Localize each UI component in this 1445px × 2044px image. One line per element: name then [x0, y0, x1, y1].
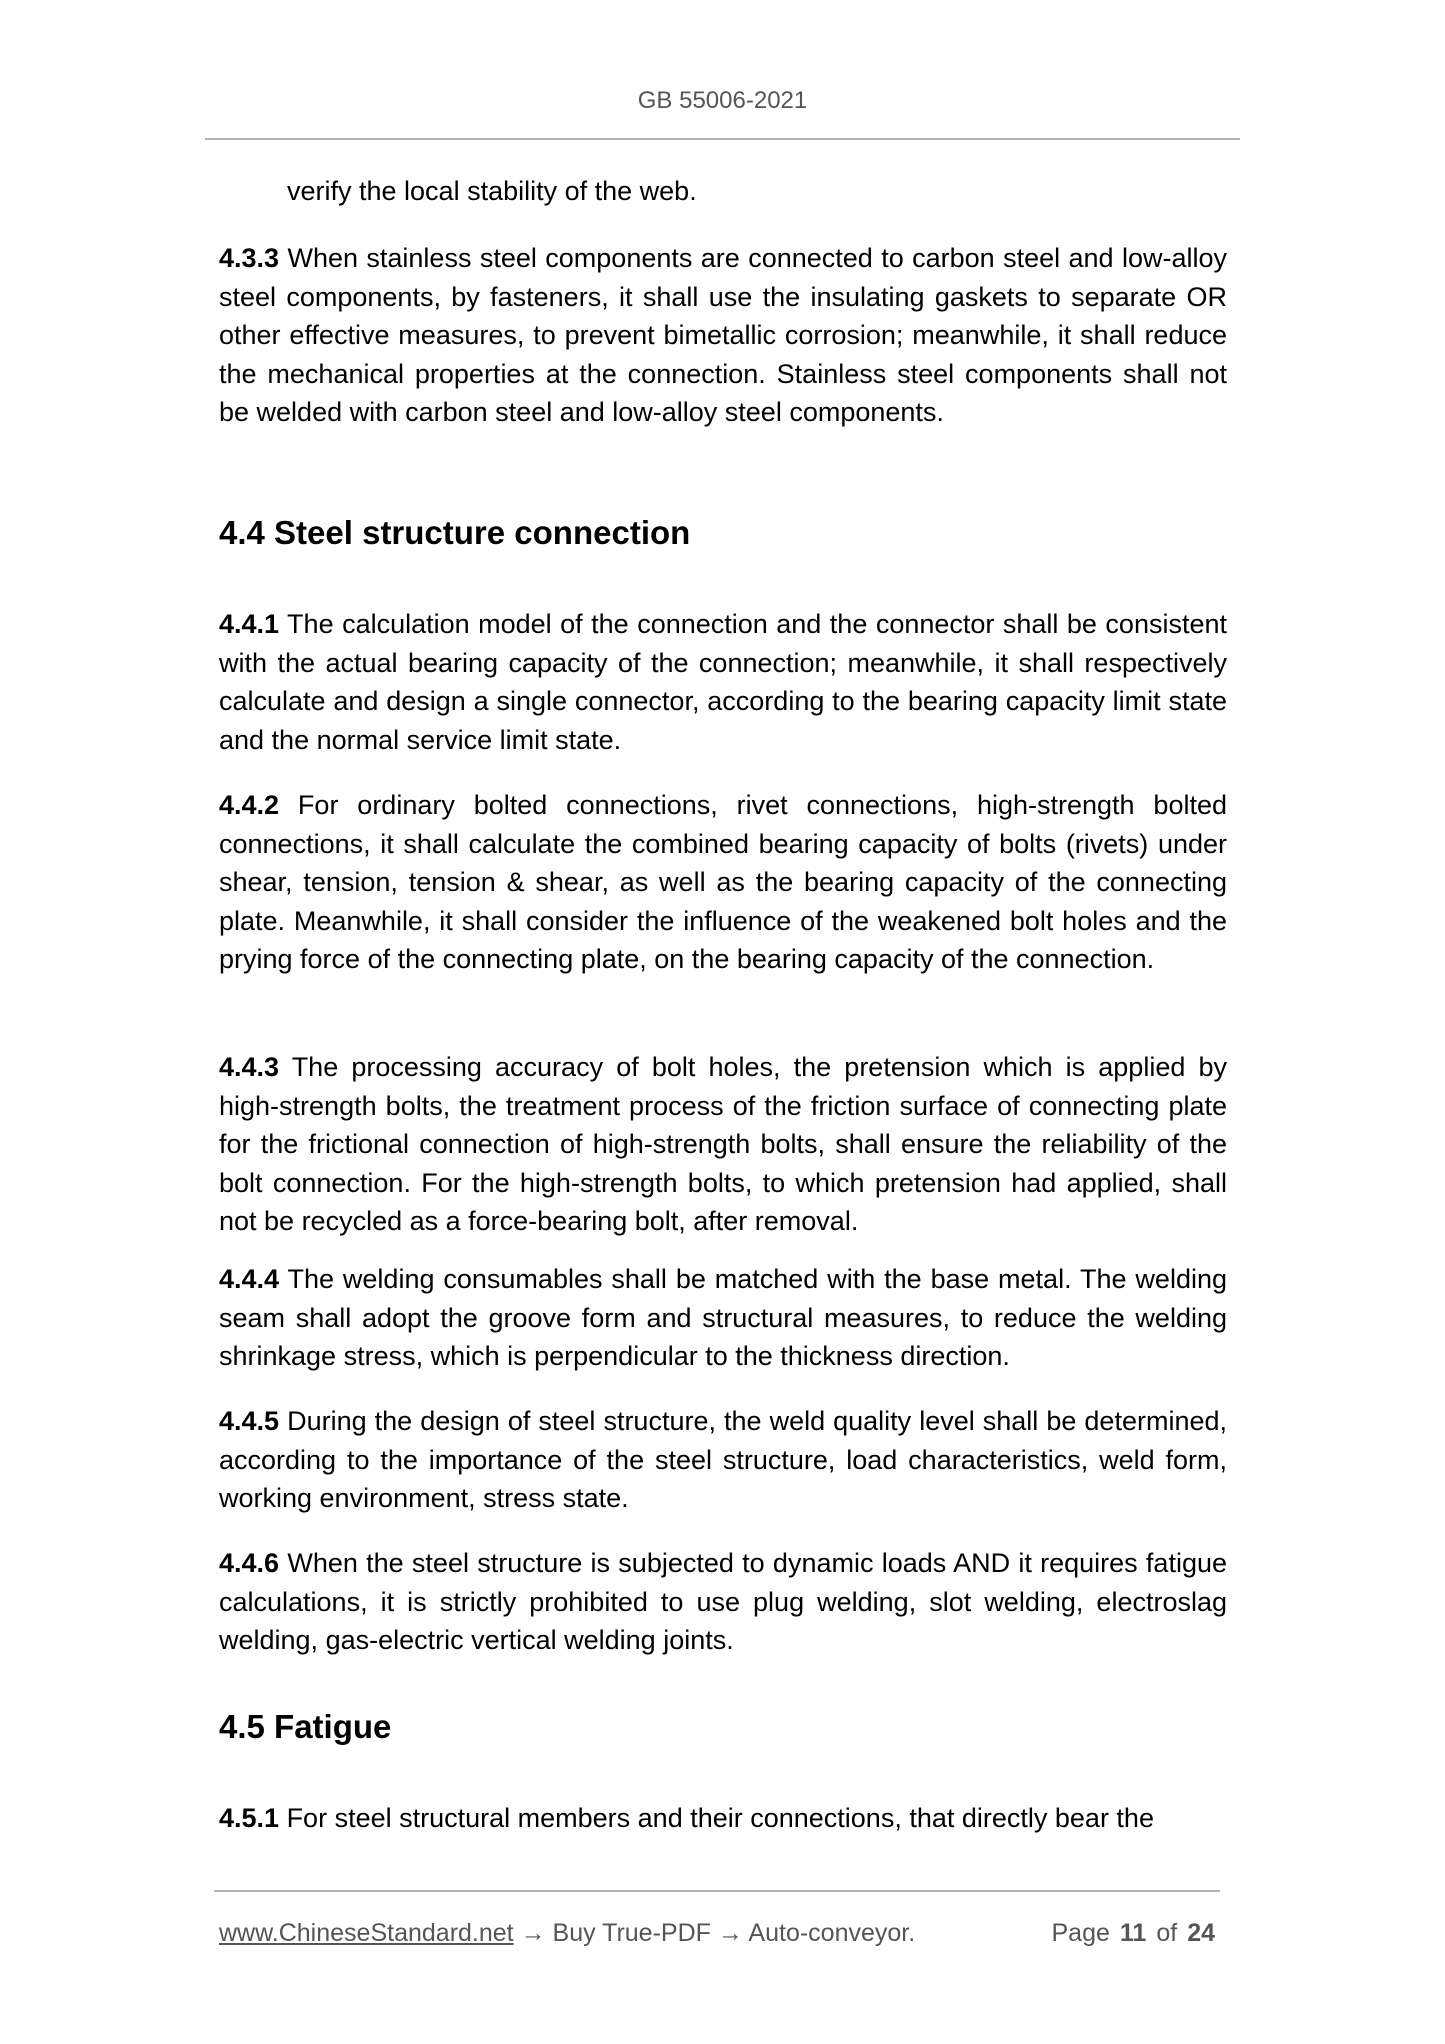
continuation-text: verify the local stability of the web. [287, 176, 697, 206]
clause-4-5-1 [219, 1799, 1227, 1838]
footer-divider [214, 1890, 1220, 1892]
chinesestandard-link[interactable]: www.ChineseStandard.net [219, 1919, 514, 1947]
clause-4-4-4 [219, 1260, 1227, 1376]
page-of: of [1156, 1919, 1178, 1947]
auto-conveyor-text: Auto-conveyor. [748, 1919, 916, 1947]
clause-text: When the steel structure is subjected to dynamic loads AND it requires fatigue calculations, it is strictly prohibited to use plug welding, slot welding, electroslag welding, gas-electric vertical welding joints. [219, 1548, 1227, 1655]
clause-4-4-5 [219, 1402, 1227, 1518]
clause-text: For steel structural members and their connections, that directly bear the [279, 1803, 1154, 1833]
clause-number: 4.4.6 [219, 1548, 280, 1578]
clause-text: The processing accuracy of bolt holes, the pretension which is applied by high-strength bolts, the treatment process of the friction surface of connecting plate for the frictional connection of high-strength bolts, shall ensure the reliability of the bolt connection. For the high-strength bolts, to which pretension had applied, shall not be recycled as a force-bearing bolt, after removal. [219, 1052, 1227, 1236]
clause-number: 4.4.5 [219, 1406, 280, 1436]
page-footer [219, 1917, 1219, 1949]
buy-true-pdf-text: Buy True-PDF [552, 1919, 711, 1947]
page-current: 11 [1119, 1919, 1147, 1947]
arrow-right-icon: → [710, 1919, 749, 1947]
clause-text: When stainless steel components are connected to carbon steel and low-alloy steel components, by fasteners, it shall use the insulating gaskets to separate OR other effective measures, to prevent bimetallic corrosion; meanwhile, it shall reduce the mechanical properties at the connection. Stainless steel components shall not be welded with carbon steel and low-alloy steel components. [219, 243, 1227, 427]
clause-4-4-2 [219, 786, 1227, 979]
section-heading-4-5: 4.5 Fatigue [219, 1708, 392, 1745]
clause-text: For ordinary bolted connections, rivet connections, high-strength bolted connections, it shall calculate the combined bearing capacity of bolts (rivets) under shear, tension, tension & shear, as well as the bearing capacity of the connecting plate. Meanwhile, it shall consider the influence of the weakened bolt holes and the prying force of the connecting plate, on the bearing capacity of the connection. [219, 790, 1227, 974]
clause-number: 4.4.1 [219, 609, 280, 639]
clause-number: 4.4.4 [219, 1264, 280, 1294]
page-label: Page [1051, 1919, 1110, 1947]
clause-4-3-3 [219, 239, 1227, 432]
clause-number: 4.3.3 [219, 243, 280, 273]
header-divider [205, 138, 1240, 140]
page-total: 24 [1187, 1919, 1215, 1947]
clause-4-4-3 [219, 1048, 1227, 1241]
clause-number: 4.4.3 [219, 1052, 280, 1082]
arrow-right-icon: → [513, 1919, 553, 1947]
clause-number: 4.5.1 [219, 1803, 280, 1833]
clause-text: The calculation model of the connection and the connector shall be consistent with the actual bearing capacity of the connection; meanwhile, it shall respectively calculate and design a single connector, according to the bearing capacity limit state and the normal service limit state. [219, 609, 1227, 755]
clause-text: The welding consumables shall be matched with the base metal. The welding seam shall adopt the groove form and structural measures, to reduce the welding shrinkage stress, which is perpendicular to the thickness direction. [219, 1264, 1227, 1371]
clause-4-4-1 [219, 605, 1227, 759]
clause-number: 4.4.2 [219, 790, 280, 820]
section-heading-4-4: 4.4 Steel structure connection [219, 514, 691, 551]
document-id: GB 55006-2021 [637, 87, 808, 114]
clause-4-4-6 [219, 1544, 1227, 1660]
page-indicator [1052, 1917, 1216, 1949]
clause-text: During the design of steel structure, the weld quality level shall be determined, according to the importance of the steel structure, load characteristics, weld form, working environment, stress state. [219, 1406, 1227, 1513]
